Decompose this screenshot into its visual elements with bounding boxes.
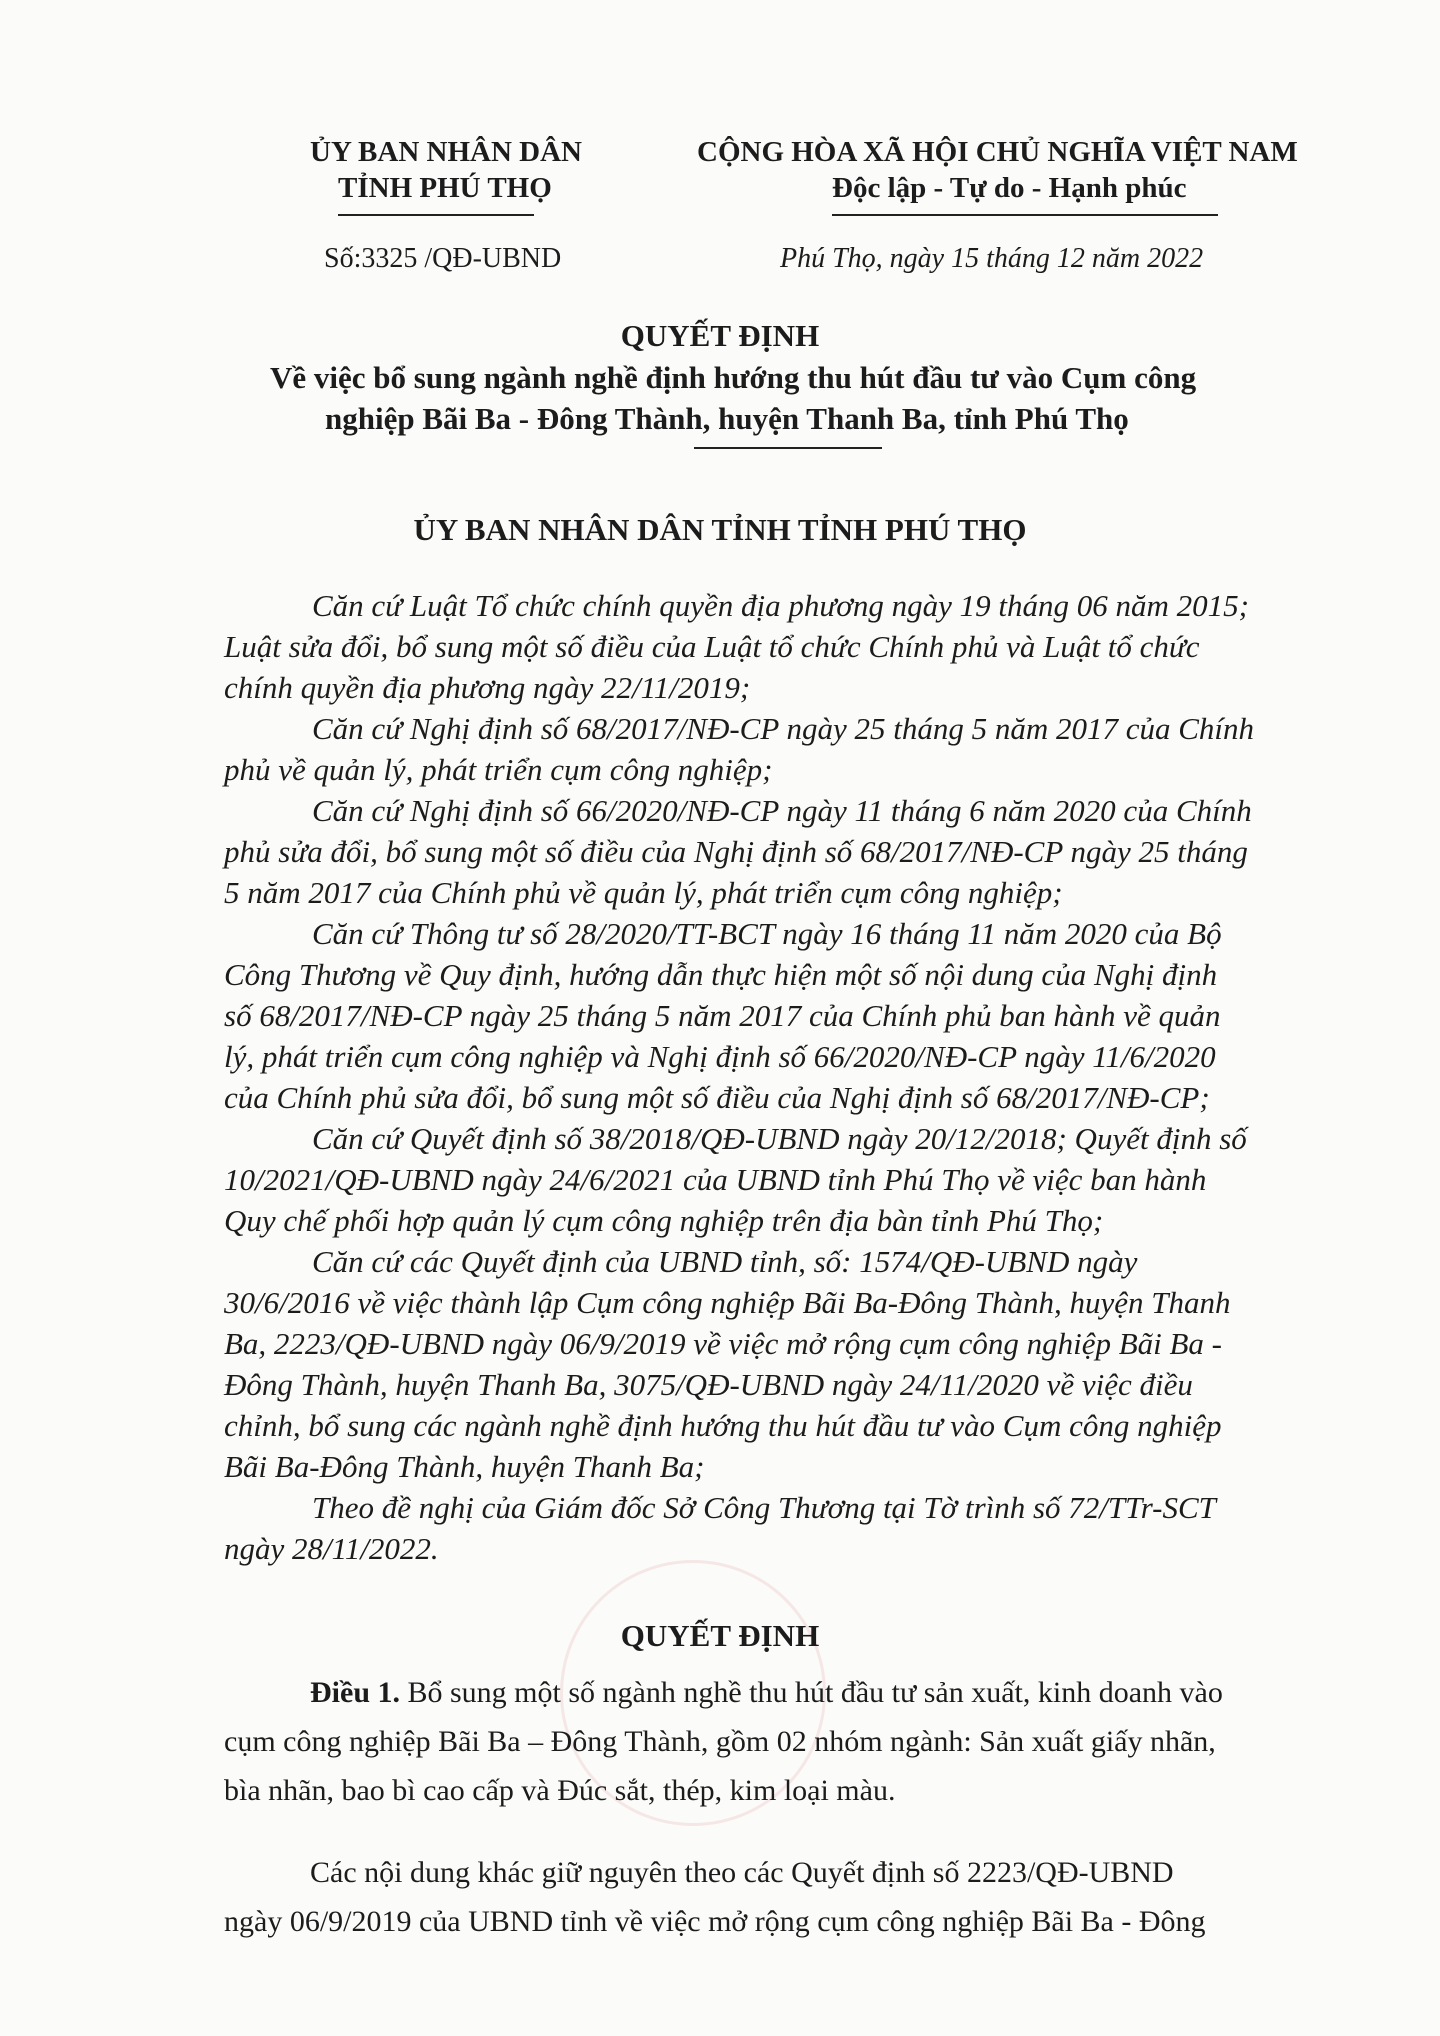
preamble-line: Căn cứ Nghị định số 68/2017/NĐ-CP ngày 25 tháng 5 năm 2017 của Chính xyxy=(312,711,1255,746)
org-line-2: TỈNH PHÚ THỌ xyxy=(338,172,552,204)
preamble-line: phủ sửa đổi, bổ sung một số điều của Nghị định số 68/2017/NĐ-CP ngày 25 tháng xyxy=(224,834,1248,869)
preamble-line: Công Thương về Quy định, hướng dẫn thực hiện một số nội dung của Nghị định xyxy=(224,957,1218,992)
preamble-line: 5 năm 2017 của Chính phủ về quản lý, phát triển cụm công nghiệp; xyxy=(224,875,1063,910)
preamble-line: 10/2021/QĐ-UBND ngày 24/6/2021 của UBND tỉnh Phú Thọ về việc ban hành xyxy=(224,1162,1207,1197)
article-1-text: Bổ sung một số ngành nghề thu hút đầu tư sản xuất, kinh doanh vào xyxy=(400,1676,1223,1709)
paragraph-2-line-2: ngày 06/9/2019 của UBND tỉnh về việc mở rộng cụm công nghiệp Bãi Ba - Đông xyxy=(224,1905,1206,1938)
authority-heading: ỦY BAN NHÂN DÂN TỈNH TỈNH PHÚ THỌ xyxy=(413,512,1027,547)
preamble-line: Ba, 2223/QĐ-UBND ngày 06/9/2019 về việc mở rộng cụm công nghiệp Bãi Ba - xyxy=(224,1326,1223,1361)
nation-line-2: Độc lập - Tự do - Hạnh phúc xyxy=(832,172,1187,204)
org-underline xyxy=(338,214,534,216)
place-date: Phú Thọ, ngày 15 tháng 12 năm 2022 xyxy=(780,243,1204,274)
preamble-line: số 68/2017/NĐ-CP ngày 25 tháng 5 năm 2017 của Chính phủ ban hành về quản xyxy=(224,998,1221,1033)
article-1-label: Điều 1. xyxy=(310,1676,400,1709)
decision-heading: QUYẾT ĐỊNH xyxy=(620,1618,820,1653)
preamble-line: Đông Thành, huyện Thanh Ba, 3075/QĐ-UBND ngày 24/11/2020 về việc điều xyxy=(224,1367,1193,1402)
article-1-line-1 xyxy=(310,1676,1223,1710)
preamble-line: Quy chế phối hợp quản lý cụm công nghiệp trên địa bàn tỉnh Phú Thọ; xyxy=(224,1203,1104,1238)
preamble-line: 30/6/2016 về việc thành lập Cụm công nghiệp Bãi Ba-Đông Thành, huyện Thanh xyxy=(224,1285,1231,1320)
preamble-line: Bãi Ba-Đông Thành, huyện Thanh Ba; xyxy=(224,1449,705,1484)
preamble-line: chỉnh, bổ sung các ngành nghề định hướng thu hút đầu tư vào Cụm công nghiệp xyxy=(224,1408,1222,1443)
preamble-line: Căn cứ Quyết định số 38/2018/QĐ-UBND ngày 20/12/2018; Quyết định số xyxy=(312,1121,1247,1156)
doc-type-title: QUYẾT ĐỊNH xyxy=(620,318,820,353)
nation-line-1: CỘNG HÒA XÃ HỘI CHỦ NGHĨA VIỆT NAM xyxy=(697,136,1298,168)
preamble-line: Luật sửa đổi, bổ sung một số điều của Luật tổ chức Chính phủ và Luật tổ chức xyxy=(224,629,1200,664)
doc-number: Số:3325 /QĐ-UBND xyxy=(324,243,562,274)
article-1-line-2: cụm công nghiệp Bãi Ba – Đông Thành, gồm 02 nhóm ngành: Sản xuất giấy nhãn, xyxy=(224,1725,1216,1758)
preamble-line: phủ về quản lý, phát triển cụm công nghiệp; xyxy=(224,752,773,787)
preamble-line: lý, phát triển cụm công nghiệp và Nghị định số 66/2020/NĐ-CP ngày 11/6/2020 xyxy=(224,1039,1216,1074)
preamble-line: Căn cứ Nghị định số 66/2020/NĐ-CP ngày 11 tháng 6 năm 2020 của Chính xyxy=(312,793,1252,828)
preamble-line: Căn cứ Thông tư số 28/2020/TT-BCT ngày 16 tháng 11 năm 2020 của Bộ xyxy=(312,916,1222,951)
preamble-line: Theo đề nghị của Giám đốc Sở Công Thương tại Tờ trình số 72/TTr-SCT xyxy=(312,1490,1216,1525)
preamble-line: chính quyền địa phương ngày 22/11/2019; xyxy=(224,670,751,705)
subject-line-2: nghiệp Bãi Ba - Đông Thành, huyện Thanh Ba, tỉnh Phú Thọ xyxy=(325,401,1129,436)
preamble-line: Căn cứ Luật Tổ chức chính quyền địa phương ngày 19 tháng 06 năm 2015; xyxy=(312,588,1249,623)
preamble-line: Căn cứ các Quyết định của UBND tỉnh, số: 1574/QĐ-UBND ngày xyxy=(312,1244,1138,1279)
paragraph-2-line-1: Các nội dung khác giữ nguyên theo các Quyết định số 2223/QĐ-UBND xyxy=(310,1856,1174,1889)
preamble-line: của Chính phủ sửa đổi, bổ sung một số điều của Nghị định số 68/2017/NĐ-CP; xyxy=(224,1080,1210,1115)
title-underline xyxy=(694,447,882,449)
subject-line-1: Về việc bổ sung ngành nghề định hướng thu hút đầu tư vào Cụm công xyxy=(270,360,1197,395)
nation-underline xyxy=(832,214,1218,216)
preamble-line: ngày 28/11/2022. xyxy=(224,1531,439,1566)
org-line-1: ỦY BAN NHÂN DÂN xyxy=(310,136,583,168)
article-1-line-3: bìa nhãn, bao bì cao cấp và Đúc sắt, thép, kim loại màu. xyxy=(224,1774,896,1807)
